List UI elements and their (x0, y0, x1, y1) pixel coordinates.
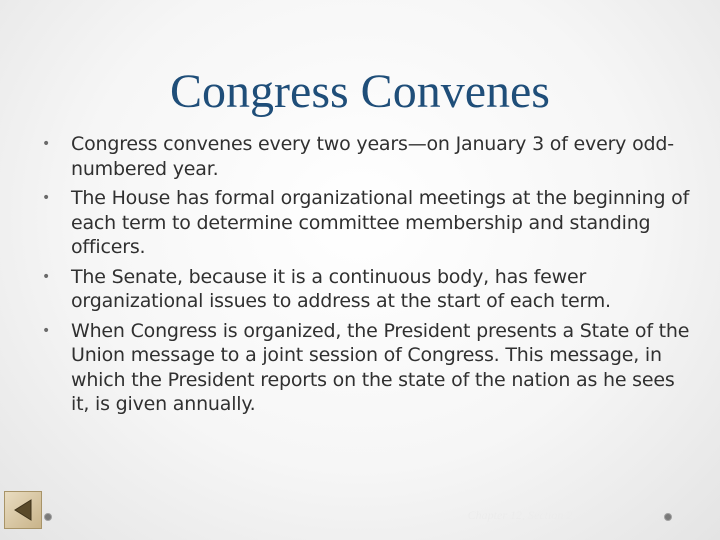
bullet-item (30, 186, 690, 260)
bullet-text: Congress convenes every two years—on January 3 of every odd-numbered year. (71, 133, 674, 180)
bullet-icon: • (42, 190, 51, 206)
bullet-item (30, 265, 690, 314)
bullet-item (30, 319, 690, 417)
slide-footer: Chapter 12, Section 2 (467, 508, 573, 522)
bullet-icon: • (42, 268, 51, 285)
back-button[interactable] (4, 491, 42, 529)
bullet-text: The Senate, because it is a continuous body, has fewer organizational issues to address at the start of each term. (71, 265, 611, 312)
bullet-text: When Congress is organized, the President presents a State of the Union message to a joint session of Congress. This message, in which the President reports on the state of the nation as he sees it, is given annually. (71, 319, 690, 415)
bullet-item (30, 132, 690, 181)
decorative-dot (44, 513, 52, 521)
bullet-list (30, 132, 690, 422)
bullet-icon: • (42, 136, 51, 152)
bullet-text: The House has formal organizational meetings at the beginning of each term to determine committee membership and standing officers. (71, 187, 690, 258)
back-arrow-icon (5, 492, 41, 528)
slide-title: Congress Convenes (170, 65, 550, 118)
decorative-dot (664, 513, 672, 521)
bullet-icon: • (42, 322, 51, 339)
